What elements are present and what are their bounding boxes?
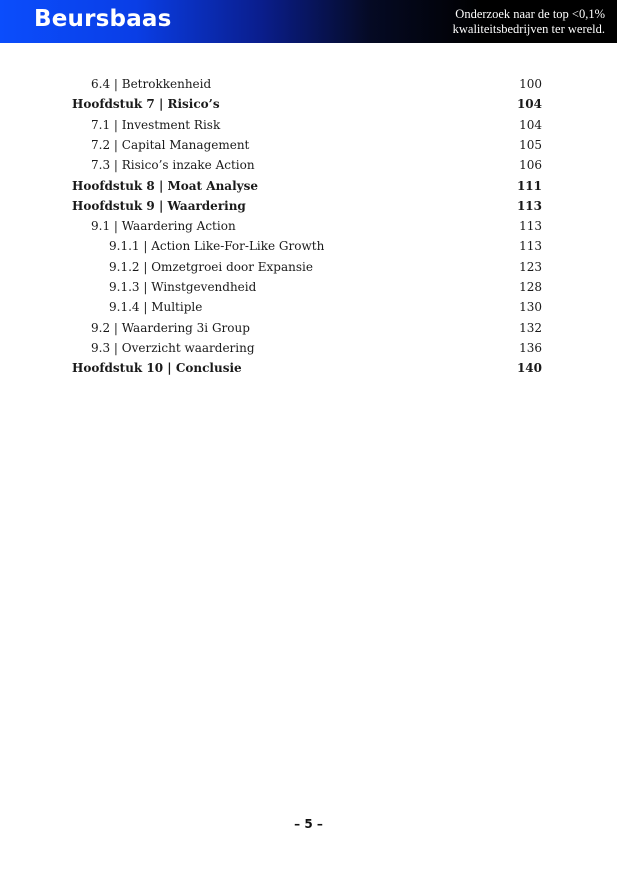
toc-section-row[interactable] bbox=[0, 236, 617, 256]
header-tagline bbox=[405, 7, 605, 36]
toc-entry-page: 123 bbox=[519, 259, 542, 274]
toc-section-row[interactable] bbox=[0, 216, 617, 236]
toc-entry-page: 105 bbox=[519, 137, 542, 152]
toc-section-row[interactable] bbox=[0, 115, 617, 135]
toc-entry-page: 100 bbox=[519, 77, 542, 91]
toc-entry-title: 9.2 | Waardering 3i Group bbox=[91, 320, 250, 335]
toc-entry-page: 113 bbox=[519, 239, 542, 254]
toc-entry-title: 7.2 | Capital Management bbox=[91, 137, 250, 152]
toc-entry-title: Hoofdstuk 7 | Risico’s bbox=[72, 97, 220, 112]
toc-entry-title: 9.1.3 | Winstgevendheid bbox=[109, 280, 257, 294]
toc-entry-page: 113 bbox=[519, 219, 542, 234]
toc-entry-page: 130 bbox=[519, 300, 542, 315]
toc-chapter-row[interactable] bbox=[0, 176, 617, 196]
page-number: – 5 – bbox=[294, 817, 323, 831]
toc-entry-page: 113 bbox=[516, 198, 542, 213]
toc-section-row[interactable] bbox=[0, 74, 617, 94]
toc-entry-title: Hoofdstuk 10 | Conclusie bbox=[72, 361, 242, 376]
toc-entry-page: 132 bbox=[519, 320, 542, 335]
toc-entry-title: 9.3 | Overzicht waardering bbox=[91, 340, 255, 355]
header-bar bbox=[0, 0, 617, 43]
toc-section-row[interactable] bbox=[0, 338, 617, 358]
toc-section-row[interactable] bbox=[0, 297, 617, 317]
toc-entry-page: 111 bbox=[516, 178, 542, 193]
toc-chapter-row[interactable] bbox=[0, 196, 617, 216]
toc-entry-title: Hoofdstuk 8 | Moat Analyse bbox=[72, 178, 258, 193]
toc-entry-title: 9.1.4 | Multiple bbox=[109, 300, 203, 315]
toc-section-row[interactable] bbox=[0, 257, 617, 277]
toc-section-row[interactable] bbox=[0, 277, 617, 297]
toc-entry-page: 136 bbox=[519, 340, 542, 355]
tagline-line-1: Onderzoek naar de top <0,1% bbox=[455, 7, 605, 21]
toc-entry-page: 106 bbox=[519, 158, 542, 173]
toc-chapter-row[interactable] bbox=[0, 94, 617, 114]
toc-entry-title: 7.3 | Risico’s inzake Action bbox=[91, 158, 255, 173]
toc-chapter-row[interactable] bbox=[0, 358, 617, 378]
toc-section-row[interactable] bbox=[0, 155, 617, 175]
toc-entry-title: 9.1.2 | Omzetgroei door Expansie bbox=[109, 259, 313, 274]
toc-entry-title: 6.4 | Betrokkenheid bbox=[91, 77, 212, 91]
toc-entry-page: 104 bbox=[516, 97, 542, 112]
toc-section-row[interactable] bbox=[0, 135, 617, 155]
toc-entry-page: 140 bbox=[516, 361, 542, 376]
toc-entry-title: 7.1 | Investment Risk bbox=[91, 117, 221, 132]
tagline-line-2: kwaliteitsbedrijven ter wereld. bbox=[452, 21, 605, 36]
toc-section-row[interactable] bbox=[0, 318, 617, 338]
toc-entry-page: 128 bbox=[519, 280, 542, 294]
brand-logo: Beursbaas bbox=[34, 6, 172, 32]
toc-entry-title: Hoofdstuk 9 | Waardering bbox=[72, 198, 246, 213]
toc-entry-page: 104 bbox=[519, 117, 542, 132]
toc-entry-title: 9.1.1 | Action Like-For-Like Growth bbox=[109, 239, 325, 254]
toc-entry-title: 9.1 | Waardering Action bbox=[91, 219, 236, 234]
